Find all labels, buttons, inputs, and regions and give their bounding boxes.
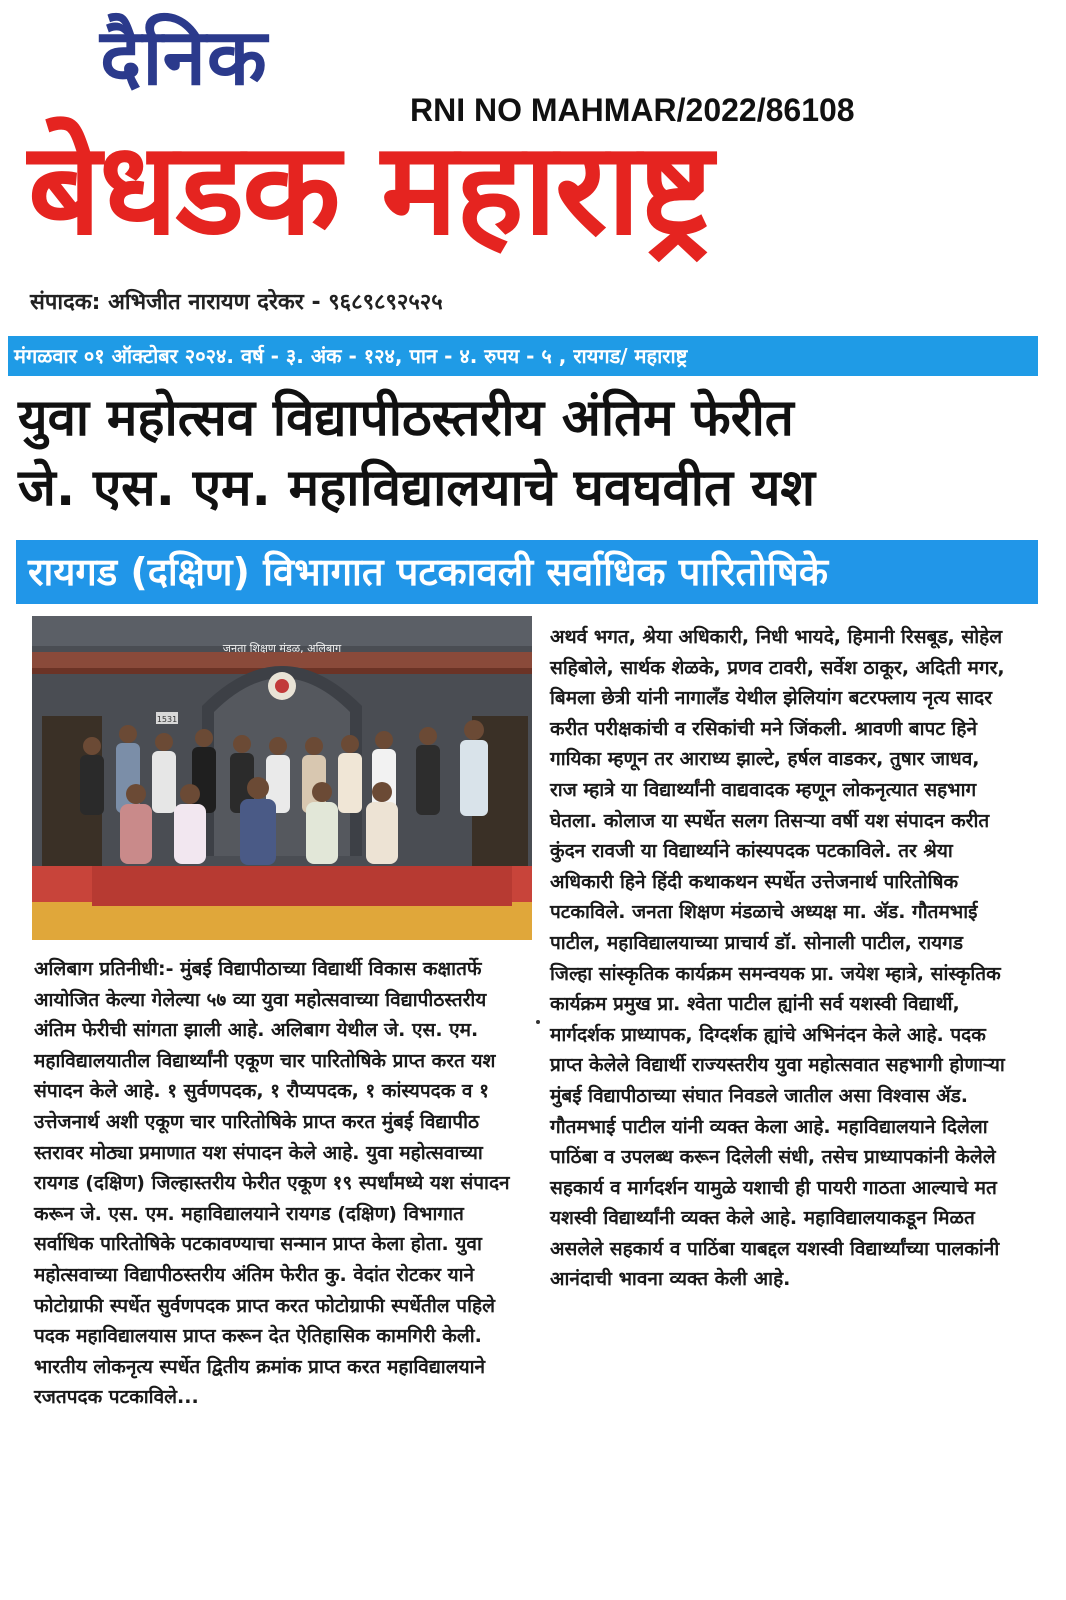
- building-number-plate: 1531: [156, 715, 178, 724]
- masthead: [0, 0, 1066, 330]
- headline-line-2: जे. एस. एम. महाविद्यालयाचे घवघवीत यश: [18, 459, 816, 518]
- article-subheadline: रायगड (दक्षिण) विभागात पटकावली सर्वाधिक पारितोषिके: [16, 540, 1038, 604]
- column-separator-dot: [536, 1020, 540, 1024]
- article-body-right-column: अथर्व भगत, श्रेया अधिकारी, निधी भायदे, हिमानी रिसबूड, सोहेल सहिबोले, सार्थक शेळके, प्रणव टावरी, सर्वेश ठाकूर, अदिती मगर, बिमला छेत्री यांनी नागालँड येथील झेलियांग बटरफ्लाय नृत्य सादर करीत परीक्षकांची व रसिकांची मने जिंकली. श्रावणी बापट हिने गायिका म्हणून तर आराध्य झाल्टे, हर्षल वाडकर, तुषार जाधव, राज म्हात्रे या विद्यार्थ्यांनी वाद्यवादक म्हणून लोकनृत्यात सहभाग घेतला. कोलाज या स्पर्धेत सलग तिसऱ्या वर्षी यश संपादन करीत कुंदन रावजी या विद्यार्थ्याने कांस्यपदक पटकाविले. तर श्रेया अधिकारी हिने हिंदी कथाकथन स्पर्धेत उत्तेजनार्थ पारितोषिक पटकाविले. जनता शिक्षण मंडळाचे अध्यक्ष मा. ॲड. गौतमभाई पाटील, महाविद्यालयाच्या प्राचार्य डॉ. सोनाली पाटील, रायगड जिल्हा सांस्कृतिक कार्यक्रम समन्वयक प्रा. जयेश म्हात्रे, सांस्कृतिक कार्यक्रम प्रमुख प्रा. श्वेता पाटील ह्यांनी सर्व यशस्वी विद्यार्थी, मार्गदर्शक प्राध्यापक, दिग्दर्शक ह्यांचे अभिनंदन केले आहे. पदक प्राप्त केलेले विद्यार्थी राज्यस्तरीय युवा महोत्सवात सहभागी होणाऱ्या मुंबई विद्यापीठाच्या संघात निवडले जातील असा विश्वास ॲड. गौतमभाई पाटील यांनी व्यक्त केला आहे. महाविद्यालयाने दिलेला पाठिंबा व उपलब्ध करून दिलेली संधी, तसेच प्राध्यापकांनी केलेले सहकार्य व मार्गदर्शन यामुळे यशाची ही पायरी गाठता आल्याचे मत यशस्वी विद्यार्थ्यांनी व्यक्त केले आहे. महाविद्यालयाकडून मिळत असलेले सहकार्य व पाठिंबा याबद्दल यशस्वी विद्यार्थ्यांच्या पालकांनी आनंदाची भावना व्यक्त केली आहे.: [550, 626, 1005, 1291]
- headline-line-1: युवा महोत्सव विद्यापीठस्तरीय अंतिम फेरीत: [18, 389, 794, 448]
- brand-title-wordmark: बेधडक महाराष्ट्र: [28, 115, 712, 264]
- rni-number: RNI NO MAHMAR/2022/86108: [410, 92, 855, 128]
- group-photo-illustration: [32, 616, 532, 940]
- building-sign-text: जनता शिक्षण मंडळ, अलिबाग: [222, 642, 342, 655]
- dateline-band: मंगळवार ०१ ऑक्टोबर २०२४. वर्ष - ३. अंक - १२४, पान - ४. रुपय - ५ , रायगड/ महाराष्ट्र: [8, 336, 1038, 376]
- brand-daily-wordmark: दैनिक: [100, 13, 268, 103]
- article-body-left-column: अलिबाग प्रतिनीधी:- मुंबई विद्यापीठाच्या विद्यार्थी विकास कक्षातर्फे आयोजित केल्या गेलेल्या ५७ व्या युवा महोत्सवाच्या विद्यापीठस्तरीय अंतिम फेरीची सांगता झाली आहे. अलिबाग येथील जे. एस. एम. महाविद्यालयातील विद्यार्थ्यांनी एकूण चार पारितोषिके प्राप्त करत यश संपादन केले आहे. १ सुर्वणपदक, १ रौप्यपदक, १ कांस्यपदक व १ उत्तेजनार्थ अशी एकूण चार पारितोषिके प्राप्त करत मुंबई विद्यापीठ स्तरावर मोठ्या प्रमाणात यश संपादन केले आहे. युवा महोत्सवाच्या रायगड (दक्षिण) जिल्हास्तरीय फेरीत एकूण १९ स्पर्धांमध्ये यश संपादन करून जे. एस. एम. महाविद्यालयाने रायगड (दक्षिण) विभागात सर्वाधिक पारितोषिके पटकावण्याचा सन्मान प्राप्त केला होता. युवा महोत्सवाच्या विद्यापीठस्तरीय अंतिम फेरीत कु. वेदांत रोटकर याने फोटोग्राफी स्पर्धेत सुर्वणपदक प्राप्त करत फोटोग्राफी स्पर्धेतील पहिले पदक महाविद्यालयास प्राप्त करून देत ऐतिहासिक कामगिरी केली. भारतीय लोकनृत्य स्पर्धेत द्वितीय क्रमांक प्राप्त करत महाविद्यालयाने रजतपदक पटकाविले...: [34, 958, 510, 1409]
- article-headline: [18, 384, 1048, 524]
- editor-line: संपादक: अभिजीत नारायण दरेकर - ९६८९८९२५२५: [30, 290, 443, 315]
- group-photo: [32, 616, 532, 940]
